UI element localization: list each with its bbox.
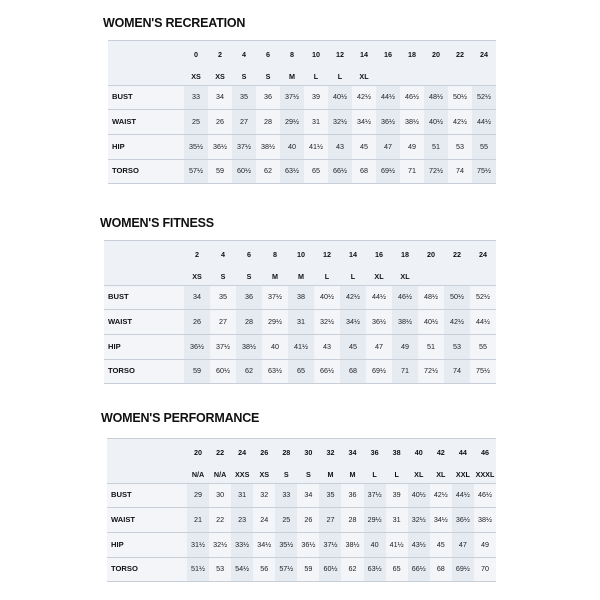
measurement-value: 47: [458, 539, 467, 549]
measurement-value: 28: [245, 316, 253, 326]
measurement-value: 36½: [301, 539, 316, 549]
measurement-value: 41½: [309, 141, 323, 151]
size-header: 6: [247, 250, 251, 259]
measurement-value: 32½: [333, 116, 347, 126]
size-header: 32: [326, 448, 335, 457]
measurement-value: 43: [323, 341, 331, 351]
size-header: 12: [323, 250, 331, 259]
letter-size-header: XXL: [455, 470, 470, 479]
letter-size-header: XL: [436, 470, 446, 479]
size-header: 14: [360, 50, 368, 59]
measurement-value: 35: [326, 490, 335, 499]
measurement-value: 68: [360, 166, 368, 175]
letter-size-header: M: [272, 272, 278, 281]
measurement-label: WAIST: [108, 316, 133, 326]
measurement-value: 70: [480, 564, 489, 573]
measurement-value: 36½: [372, 316, 386, 326]
measurement-value: 38½: [261, 141, 275, 151]
measurement-value: 36½: [190, 341, 204, 351]
size-header: 36: [370, 448, 379, 457]
measurement-value: 69½: [372, 366, 386, 375]
size-header: 38: [392, 448, 401, 457]
measurement-value: 59: [216, 166, 224, 175]
letter-size-header: S: [283, 470, 289, 479]
measurement-label: BUST: [108, 292, 129, 301]
measurement-value: 65: [312, 166, 320, 175]
measurement-value: 31½: [191, 539, 206, 549]
measurement-value: 44½: [476, 316, 490, 326]
measurement-value: 32½: [213, 539, 228, 549]
measurement-value: 31: [297, 316, 305, 326]
measurement-value: 40½: [333, 92, 347, 101]
size-header: 14: [349, 250, 357, 259]
measurement-value: 32½: [320, 316, 334, 326]
size-header: 2: [195, 250, 199, 259]
measurement-value: 27: [240, 116, 248, 126]
size-header: 16: [375, 250, 383, 259]
measurement-value: 34½: [257, 539, 272, 549]
section-title: WOMEN'S RECREATION: [103, 16, 246, 30]
measurement-value: 62: [245, 366, 253, 375]
measurement-value: 38: [297, 292, 305, 301]
measurement-value: 37½: [323, 539, 338, 549]
letter-size-header: M: [327, 470, 334, 479]
size-header: 20: [194, 448, 203, 457]
size-header: 18: [401, 250, 409, 259]
measurement-value: 29½: [367, 514, 382, 524]
measurement-value: 30: [216, 490, 225, 499]
measurement-value: 33: [192, 92, 200, 101]
measurement-value: 42½: [346, 292, 360, 301]
size-header: 4: [242, 50, 246, 59]
letter-size-header: XXXL: [475, 470, 495, 479]
measurement-value: 63½: [367, 564, 382, 573]
letter-size-header: XXS: [234, 470, 250, 479]
measurement-value: 51: [432, 141, 440, 151]
measurement-value: 59: [304, 564, 313, 573]
measurement-value: 39: [312, 92, 320, 101]
measurement-value: 56: [260, 564, 269, 573]
measurement-value: 36½: [381, 116, 395, 126]
size-header: 6: [266, 50, 270, 59]
measurement-value: 21: [194, 514, 203, 524]
measurement-value: 45: [436, 539, 445, 549]
measurement-value: 46½: [477, 490, 492, 499]
letter-size-header: M: [298, 272, 304, 281]
measurement-value: 75½: [476, 366, 490, 375]
measurement-value: 26: [193, 316, 201, 326]
measurement-value: 71: [408, 166, 416, 175]
measurement-value: 52½: [477, 92, 491, 101]
measurement-value: 37½: [268, 292, 282, 301]
measurement-value: 36: [348, 490, 357, 499]
measurement-value: 53: [453, 341, 461, 351]
measurement-value: 54½: [235, 564, 250, 573]
measurement-label: TORSO: [111, 564, 138, 573]
measurement-label: WAIST: [112, 116, 137, 126]
size-table: [104, 240, 496, 388]
measurement-value: 34: [304, 490, 313, 499]
letter-size-header: S: [241, 72, 247, 81]
measurement-value: 41½: [389, 539, 404, 549]
letter-size-header: N/A: [213, 470, 227, 479]
measurement-value: 40½: [429, 116, 443, 126]
measurement-value: 26: [304, 514, 313, 524]
measurement-value: 72½: [429, 166, 443, 175]
letter-size-header: L: [313, 72, 319, 81]
measurement-value: 34: [216, 92, 224, 101]
letter-size-header: XL: [400, 272, 410, 281]
measurement-value: 38½: [345, 539, 360, 549]
measurement-value: 42½: [453, 116, 467, 126]
measurement-value: 50½: [450, 292, 464, 301]
size-header: 40: [414, 448, 423, 457]
letter-size-header: M: [349, 470, 356, 479]
measurement-value: 45: [349, 341, 357, 351]
measurement-value: 35½: [279, 539, 294, 549]
measurement-value: 44½: [381, 92, 395, 101]
letter-size-header: S: [305, 470, 311, 479]
measurement-value: 33: [282, 490, 291, 499]
letter-size-header: XL: [359, 72, 369, 81]
measurement-value: 53: [456, 141, 464, 151]
measurement-value: 60½: [216, 366, 230, 375]
measurement-value: 68: [349, 366, 357, 375]
measurement-value: 48½: [424, 292, 438, 301]
measurement-value: 39: [392, 490, 401, 499]
size-header: 34: [348, 448, 357, 457]
measurement-value: 74: [453, 366, 461, 375]
measurement-label: BUST: [111, 490, 132, 499]
size-header: 4: [221, 250, 225, 259]
measurement-value: 31: [392, 514, 401, 524]
size-header: 10: [312, 50, 320, 59]
measurement-value: 26: [216, 116, 224, 126]
measurement-value: 48½: [429, 92, 443, 101]
measurement-label: HIP: [111, 539, 124, 549]
measurement-value: 49: [401, 341, 409, 351]
measurement-value: 44½: [372, 292, 386, 301]
measurement-value: 51½: [191, 564, 206, 573]
measurement-value: 60½: [237, 166, 251, 175]
measurement-value: 68: [436, 564, 445, 573]
measurement-value: 31: [238, 490, 247, 499]
measurement-value: 35½: [189, 141, 203, 151]
measurement-value: 51: [427, 341, 435, 351]
measurement-value: 46½: [398, 292, 412, 301]
letter-size-header: XL: [414, 470, 424, 479]
measurement-value: 40: [288, 141, 296, 151]
letter-size-header: S: [220, 272, 226, 281]
size-header: 2: [218, 50, 222, 59]
size-table: [107, 438, 496, 586]
size-header: 24: [238, 448, 247, 457]
measurement-value: 25: [282, 514, 291, 524]
measurement-value: 45: [360, 141, 368, 151]
size-header: 12: [336, 50, 344, 59]
measurement-value: 43½: [411, 539, 426, 549]
measurement-value: 34: [193, 292, 201, 301]
measurement-label: BUST: [112, 92, 133, 101]
measurement-value: 65: [392, 564, 401, 573]
measurement-value: 36: [245, 292, 253, 301]
measurement-value: 35: [219, 292, 227, 301]
size-header: 20: [432, 50, 440, 59]
measurement-value: 50½: [453, 92, 467, 101]
measurement-value: 53: [216, 564, 225, 573]
measurement-value: 65: [297, 366, 305, 375]
size-header: 8: [273, 250, 277, 259]
letter-size-header: XS: [192, 272, 202, 281]
measurement-value: 36½: [455, 514, 470, 524]
measurement-value: 66½: [320, 366, 334, 375]
size-header: 24: [479, 250, 487, 259]
section-title: WOMEN'S FITNESS: [100, 216, 214, 230]
measurement-value: 29: [194, 490, 203, 499]
measurement-value: 47: [375, 341, 383, 351]
section-title: WOMEN'S PERFORMANCE: [101, 411, 260, 425]
measurement-value: 57½: [279, 564, 294, 573]
measurement-value: 38½: [405, 116, 419, 126]
measurement-value: 59: [193, 366, 201, 375]
size-header: 26: [260, 448, 269, 457]
letter-size-header: L: [394, 470, 399, 479]
letter-size-header: L: [350, 272, 356, 281]
letter-size-header: L: [372, 470, 377, 479]
measurement-value: 27: [219, 316, 227, 326]
size-header: 22: [456, 50, 464, 59]
measurement-value: 49: [408, 141, 416, 151]
measurement-value: 23: [238, 514, 247, 524]
size-header: 46: [480, 448, 489, 457]
measurement-value: 71: [401, 366, 409, 375]
letter-size-header: S: [265, 72, 271, 81]
measurement-value: 40½: [411, 490, 426, 499]
measurement-value: 69½: [455, 564, 470, 573]
measurement-value: 55: [479, 341, 487, 351]
measurement-value: 40: [271, 341, 279, 351]
measurement-value: 46½: [405, 92, 419, 101]
measurement-value: 28: [348, 514, 357, 524]
size-header: 16: [384, 50, 392, 59]
measurement-value: 38½: [242, 341, 256, 351]
measurement-value: 29½: [285, 116, 299, 126]
measurement-value: 22: [216, 514, 225, 524]
measurement-value: 47: [384, 141, 392, 151]
size-header: 44: [458, 448, 467, 457]
measurement-label: TORSO: [112, 166, 139, 175]
letter-size-header: S: [246, 272, 252, 281]
measurement-value: 44½: [455, 490, 470, 499]
measurement-value: 28: [264, 116, 272, 126]
measurement-value: 44½: [477, 116, 491, 126]
measurement-label: TORSO: [108, 366, 135, 375]
measurement-label: WAIST: [111, 514, 136, 524]
measurement-value: 37½: [367, 490, 382, 499]
measurement-value: 27: [326, 514, 335, 524]
measurement-value: 24: [260, 514, 269, 524]
size-header: 20: [427, 250, 435, 259]
measurement-value: 36½: [213, 141, 227, 151]
letter-size-header: XS: [191, 72, 201, 81]
measurement-value: 25: [192, 116, 200, 126]
measurement-value: 42½: [450, 316, 464, 326]
size-header: 30: [304, 448, 313, 457]
measurement-value: 42½: [433, 490, 448, 499]
size-header: 0: [194, 50, 198, 59]
measurement-value: 63½: [285, 166, 299, 175]
measurement-value: 29½: [268, 316, 282, 326]
measurement-value: 35: [240, 92, 248, 101]
measurement-value: 37½: [216, 341, 230, 351]
letter-size-header: L: [324, 272, 330, 281]
measurement-value: 38½: [398, 316, 412, 326]
letter-size-header: XS: [259, 470, 270, 479]
measurement-value: 72½: [424, 366, 438, 375]
letter-size-header: N/A: [191, 470, 205, 479]
measurement-value: 43: [336, 141, 344, 151]
measurement-value: 60½: [323, 564, 338, 573]
measurement-value: 62: [264, 166, 272, 175]
measurement-value: 36: [264, 92, 272, 101]
size-header: 8: [290, 50, 294, 59]
letter-size-header: XS: [215, 72, 225, 81]
measurement-value: 57½: [189, 166, 203, 175]
measurement-value: 41½: [294, 341, 308, 351]
size-header: 18: [408, 50, 416, 59]
measurement-value: 74: [456, 166, 464, 175]
measurement-value: 34½: [357, 116, 371, 126]
measurement-value: 33½: [235, 539, 250, 549]
measurement-value: 42½: [357, 92, 371, 101]
letter-size-header: L: [337, 72, 343, 81]
measurement-value: 31: [312, 116, 320, 126]
measurement-value: 38½: [477, 514, 492, 524]
measurement-value: 66½: [333, 166, 347, 175]
measurement-value: 49: [480, 539, 489, 549]
letter-size-header: M: [289, 72, 295, 81]
size-header: 42: [436, 448, 445, 457]
measurement-value: 37½: [285, 92, 299, 101]
measurement-value: 63½: [268, 366, 282, 375]
measurement-value: 34½: [433, 514, 448, 524]
letter-size-header: XL: [374, 272, 384, 281]
measurement-value: 37½: [237, 141, 251, 151]
measurement-value: 55: [480, 141, 488, 151]
size-table: [108, 40, 496, 188]
measurement-value: 52½: [476, 292, 490, 301]
measurement-value: 32: [260, 490, 269, 499]
measurement-value: 32½: [411, 514, 426, 524]
measurement-value: 40½: [424, 316, 438, 326]
size-header: 28: [282, 448, 291, 457]
measurement-value: 40½: [320, 292, 334, 301]
measurement-value: 75½: [477, 166, 491, 175]
measurement-value: 62: [348, 564, 357, 573]
size-header: 24: [480, 50, 488, 59]
measurement-value: 40: [370, 539, 379, 549]
measurement-value: 34½: [346, 316, 360, 326]
size-header: 22: [453, 250, 461, 259]
measurement-value: 66½: [411, 564, 426, 573]
measurement-label: HIP: [108, 341, 121, 351]
size-header: 22: [216, 448, 225, 457]
measurement-label: HIP: [112, 141, 125, 151]
size-header: 10: [297, 250, 305, 259]
measurement-value: 69½: [381, 166, 395, 175]
